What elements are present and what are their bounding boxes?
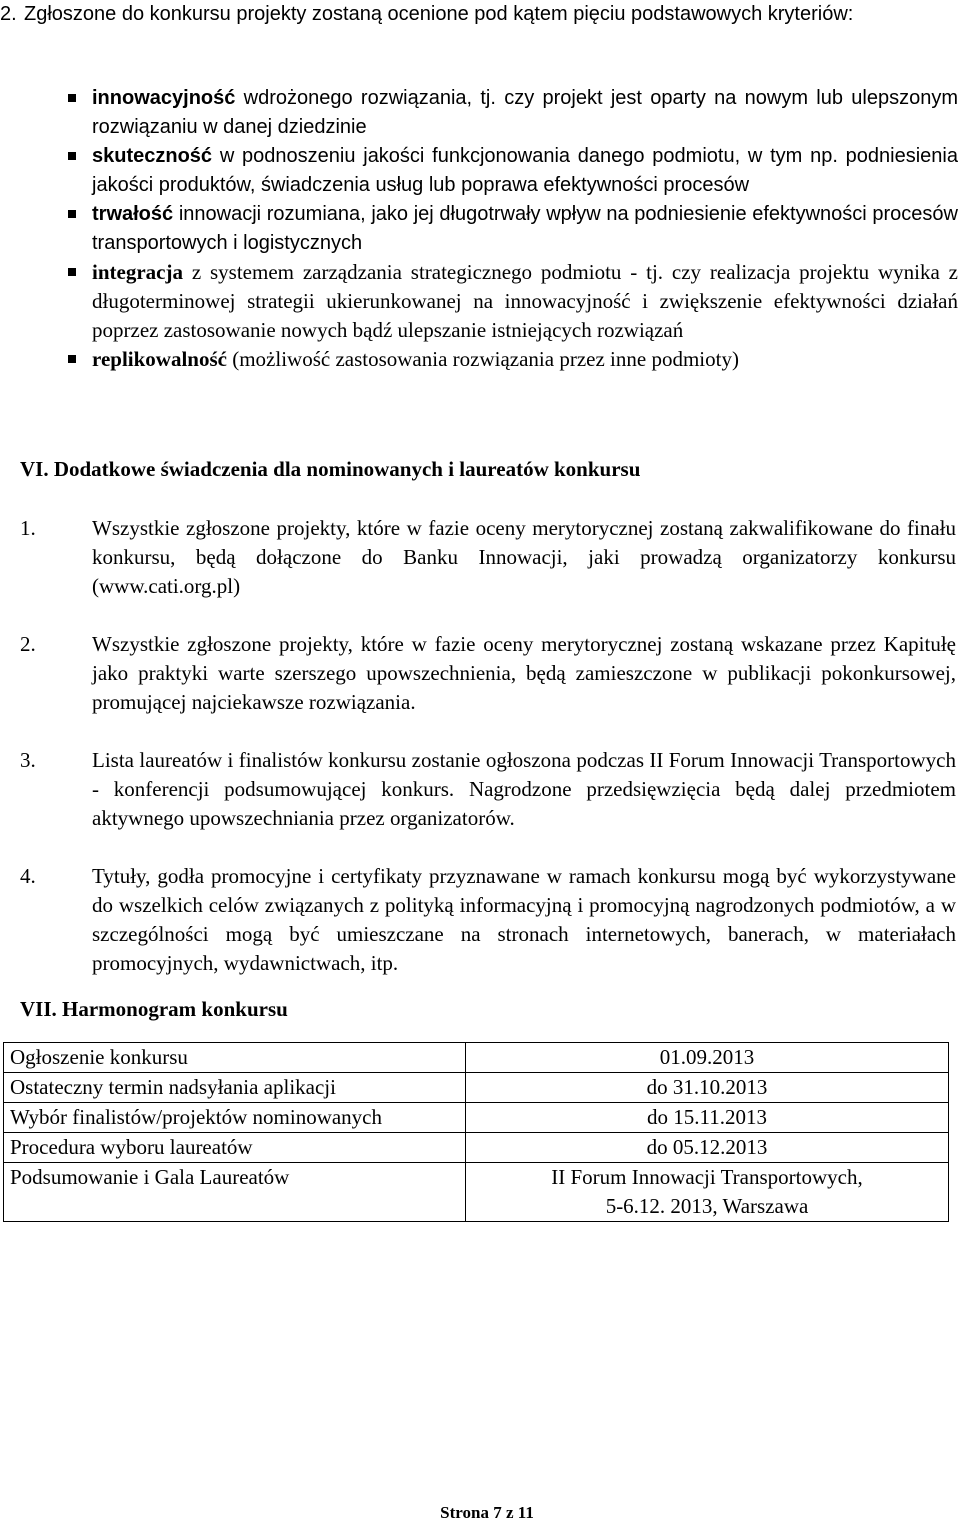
date-cell (466, 1163, 949, 1222)
point-text: Wszystkie zgłoszone projekty, które w fazie oceny merytorycznej zostaną zakwalifikowane do finału konkursu, będą dołączone do Banku Innowacji, jaki prowadzą organizatorzy konkursu (www.cati.org.pl) (92, 516, 956, 598)
criterion-text: (możliwość zastosowania rozwiązania przez inne podmioty) (226, 347, 739, 371)
table-row (4, 1073, 949, 1103)
intro-text: Zgłoszone do konkursu projekty zostaną ocenione pod kątem pięciu podstawowych kryteriów: (24, 3, 854, 25)
criterion-item (0, 258, 958, 345)
date-cell: do 31.10.2013 (466, 1073, 949, 1103)
date-cell: do 15.11.2013 (466, 1103, 949, 1133)
criterion-name: replikowalność (92, 347, 227, 371)
criterion-text: innowacji rozumiana, jako jej długotrwały wpływ na podniesienie efektywności procesów transportowych i logistycznych (92, 203, 958, 254)
table-row (4, 1133, 949, 1163)
criterion-text: w podnoszeniu jakości funkcjonowania danego podmiotu, w tym np. podniesienia jakości produktów, świadczenia usług lub poprawa efektywności procesów (92, 145, 958, 196)
event-cell: Procedura wyboru laureatów (4, 1133, 466, 1163)
numbered-point (20, 514, 956, 601)
date-line-1: II Forum Innowacji Transportowych, (551, 1165, 863, 1189)
criterion-text: wdrożonego rozwiązania, tj. czy projekt jest oparty na nowym lub ulepszonym rozwiązaniu w danej dziedzinie (92, 87, 958, 138)
criterion-name: integracja (92, 260, 183, 284)
table-row (4, 1103, 949, 1133)
numbered-point (20, 862, 956, 978)
page-footer: Strona 7 z 11 (440, 1503, 534, 1522)
criteria-intro (0, 0, 950, 29)
criterion-name: innowacyjność (92, 87, 236, 109)
square-bullet-icon (68, 268, 76, 276)
criteria-list (0, 84, 958, 374)
event-cell: Ostateczny termin nadsyłania aplikacji (4, 1073, 466, 1103)
criterion-name: trwałość (92, 203, 174, 225)
point-text: Lista laureatów i finalistów konkursu zostanie ogłoszona podczas II Forum Innowacji Transportowych - konferencji podsumowującej konkurs. Nagrodzone przedsięwzięcia będą dalej przedmiotem aktywnego upowszechniania przez organizatorów. (92, 748, 956, 830)
square-bullet-icon (68, 210, 76, 218)
criterion-text: z systemem zarządzania strategicznego podmiotu - tj. czy realizacja projektu wynika z długoterminowej strategii ukierunkowanej na innowacyjność i zwiększenie efektywności działań poprzez zastosowanie nowych bądź ulepszanie istniejących rozwiązań (92, 260, 958, 342)
square-bullet-icon (68, 355, 76, 363)
criterion-item (0, 142, 958, 200)
event-cell: Wybór finalistów/projektów nominowanych (4, 1103, 466, 1133)
numbered-point (20, 746, 956, 833)
event-cell: Podsumowanie i Gala Laureatów (4, 1163, 466, 1222)
square-bullet-icon (68, 152, 76, 160)
date-cell: do 05.12.2013 (466, 1133, 949, 1163)
point-number: 2. (20, 632, 36, 656)
table-row (4, 1163, 949, 1222)
point-number: 4. (20, 864, 36, 888)
date-line-2: 5-6.12. 2013, Warszawa (605, 1194, 809, 1218)
point-number: 1. (20, 516, 36, 540)
square-bullet-icon (68, 94, 76, 102)
table-row (4, 1043, 949, 1073)
point-text: Wszystkie zgłoszone projekty, które w fazie oceny merytorycznej zostaną wskazane przez Kapitułę jako praktyki warte szerszego upowszechnienia, będą zamieszczone w publikacji pokonkursowej, promującej najciekawsze rozwiązania. (92, 632, 956, 714)
intro-number: 2. (0, 3, 17, 25)
date-cell: 01.09.2013 (466, 1043, 949, 1073)
section-6-points (20, 514, 956, 1007)
section-6-heading: VI. Dodatkowe świadczenia dla nominowanych i laureatów konkursu (20, 457, 641, 481)
point-text: Tytuły, godła promocyjne i certyfikaty przyznawane w ramach konkursu mogą być wykorzystywane do wszelkich celów związanych z polityką informacyjną i promocyjną nagrodzonych podmiotów, a w szczególności mogą być umieszczane na stronach internetowych, banerach, w materiałach promocyjnych, wydawnictwach, itp. (92, 864, 956, 975)
numbered-point (20, 630, 956, 717)
criterion-item (0, 84, 958, 142)
schedule-table (3, 1042, 949, 1222)
criterion-name: skuteczność (92, 145, 213, 167)
event-cell: Ogłoszenie konkursu (4, 1043, 466, 1073)
point-number: 3. (20, 748, 36, 772)
criterion-item (0, 345, 958, 374)
criterion-item (0, 200, 958, 258)
section-7-heading: VII. Harmonogram konkursu (20, 997, 288, 1021)
